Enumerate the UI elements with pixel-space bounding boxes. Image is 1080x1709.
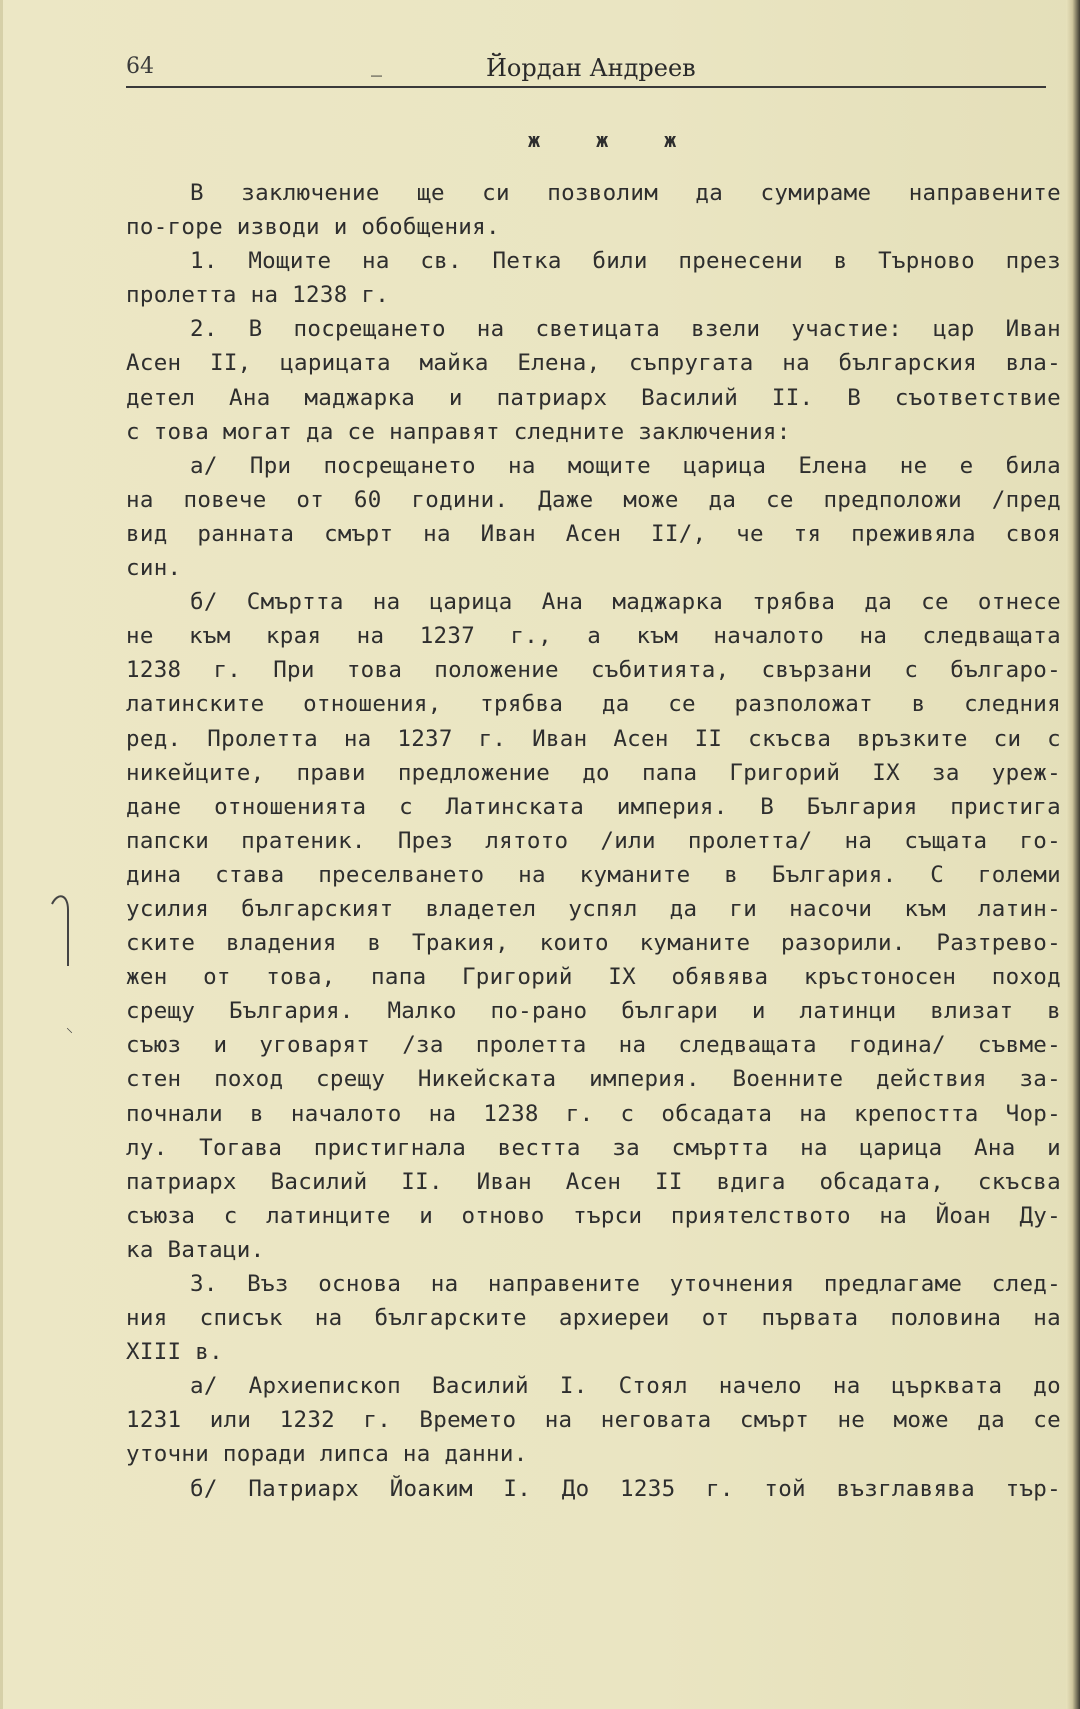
margin-pencil-mark	[48, 890, 74, 970]
section-separator: ж ж ж	[528, 128, 699, 152]
text-line: уточни поради липса на данни.	[126, 1441, 528, 1468]
text-line: не към края на 1237 г., а към началото на следващата	[126, 623, 1061, 650]
text-line: усилия българският владетел успял да ги насочи към латин-	[126, 895, 1061, 922]
text-line: В заключение ще си позволим да сумираме направените	[190, 180, 1061, 206]
text-line: латинските отношения, трябва да се разположат в следния	[126, 691, 1061, 718]
text-line: XIII в.	[126, 1339, 223, 1366]
text-line: папски пратеник. През лятото /или пролетта/ на същата го-	[126, 827, 1061, 854]
text-line: б/ Патриарх Йоаким I. До 1235 г. той възглавява тър-	[190, 1475, 1061, 1502]
text-line: син.	[126, 555, 182, 582]
text-line: ния списък на българските архиереи от първата половина на	[126, 1305, 1061, 1332]
text-line: съюз и уговарят /за пролетта на следващата година/ съвме-	[126, 1032, 1061, 1059]
text-line: по-горе изводи и обобщения.	[126, 214, 500, 241]
text-line: б/ Смъртта на царица Ана маджарка трябва да се отнесе	[190, 589, 1061, 616]
text-line: стен поход срещу Никейската империя. Военните действия за-	[126, 1066, 1061, 1093]
text-line: лу. Тогава пристигнала вестта за смъртта на царица Ана и	[126, 1134, 1061, 1161]
text-line: а/ Архиепископ Василий I. Стоял начело на църквата до	[190, 1373, 1061, 1400]
text-line: съюза с латинците и отново търси приятелството на Йоан Ду-	[126, 1202, 1061, 1229]
text-line: 1. Мощите на св. Петка били пренесени в Търново през	[190, 248, 1061, 275]
text-line: никейците, прави предложение до папа Григорий IX за уреж-	[126, 759, 1061, 786]
text-line: 2. В посрещането на светицата взели участие: цар Иван	[190, 316, 1061, 343]
text-line: 1238 г. При това положение събитията, свързани с българо-	[126, 657, 1061, 684]
text-line: ските владения в Тракия, които куманите разорили. Разтрево-	[126, 930, 1061, 957]
text-line: вид ранната смърт на Иван Асен II/, че тя преживяла своя	[126, 520, 1061, 547]
page-header	[126, 50, 1046, 88]
text-line: патриарх Василий II. Иван Асен II вдига обсадата, скъсва	[126, 1168, 1061, 1195]
text-line: ред. Пролетта на 1237 г. Иван Асен II скъсва връзките си с	[126, 725, 1061, 752]
header-dash: _	[371, 52, 382, 77]
text-line: 3. Въз основа на направените уточнения предлагаме след-	[190, 1271, 1061, 1297]
text-line: почнали в началото на 1238 г. с обсадата на крепостта Чор-	[126, 1100, 1061, 1127]
margin-tick-mark: ⸜	[66, 1020, 73, 1036]
page-right-edge-shadow	[1066, 0, 1080, 1709]
text-line: детел Ана маджарка и патриарх Василий II. В съответствие	[126, 384, 1061, 411]
text-line: жен от това, папа Григорий IX обявява кръстоносен поход	[126, 964, 1061, 991]
text-line: на повече от 60 години. Даже може да се предположи /пред	[126, 486, 1061, 513]
running-title: Йордан Андреев	[486, 54, 696, 82]
text-line: дина става преселването на куманите в България. С големи	[126, 861, 1061, 888]
text-line: Асен II, царицата майка Елена, съпругата на българския вла-	[126, 350, 1061, 377]
body-text	[126, 176, 1061, 1506]
text-line: а/ При посрещането на мощите царица Елена не е била	[190, 452, 1061, 479]
page-left-edge	[0, 0, 3, 1709]
text-line: с това могат да се направят следните заключения:	[126, 418, 791, 445]
text-line: дане отношенията с Латинската империя. В България пристига	[126, 793, 1061, 820]
text-line: ка Ватаци.	[126, 1236, 265, 1263]
text-line: пролетта на 1238 г.	[126, 282, 390, 309]
page-number: 64	[126, 54, 154, 79]
text-line: 1231 или 1232 г. Времето на неговата смърт не може да се	[126, 1407, 1061, 1434]
text-line: срещу България. Малко по-рано българи и латинци влизат в	[126, 998, 1061, 1025]
